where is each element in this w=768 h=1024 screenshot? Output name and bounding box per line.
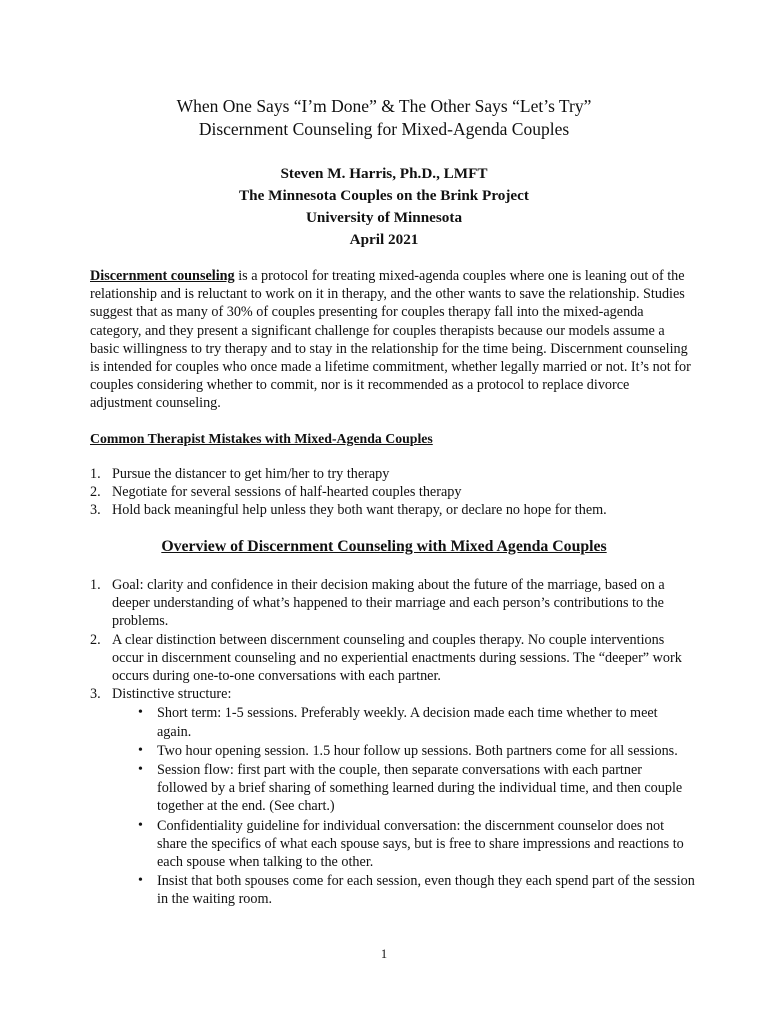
- list-item: 3. Hold back meaningful help unless they both want therapy, or declare no hope for them.: [90, 502, 607, 519]
- bullet-icon: •: [138, 705, 143, 721]
- bullet-item: • Session flow: first part with the couple, then separate conversations with each partner followed by a brief sharing of something learned during the individual time, and then couple together at the end. (See chart.): [138, 762, 683, 815]
- overview-list: [90, 576, 695, 909]
- list-item: 1. Goal: clarity and confidence in their decision making about the future of the marriage, based on a deeper understanding of what’s happened to their marriage and each person’s contributions to the problems.: [90, 577, 665, 630]
- document-title-line-1: When One Says “I’m Done” & The Other Says “Let’s Try”: [176, 96, 592, 116]
- bullet-item: • Confidentiality guideline for individual conversation: the discernment counselor does not share the specifics of what each spouse says, but is free to share impressions and reactions to each spouse when talking to the other.: [138, 817, 684, 871]
- bullet-icon: •: [138, 873, 143, 889]
- university-name: University of Minnesota: [305, 209, 463, 226]
- document-date: April 2021: [349, 231, 419, 248]
- project-name: The Minnesota Couples on the Brink Project: [239, 187, 529, 204]
- page-number: 1: [380, 947, 388, 961]
- author-name: Steven M. Harris, Ph.D., LMFT: [280, 165, 488, 182]
- intro-paragraph: [90, 267, 695, 413]
- bullet-icon: •: [138, 762, 143, 778]
- bullet-item: • Insist that both spouses come for each session, even though they each spend part of the session in the waiting room.: [138, 873, 695, 908]
- bullet-item: • Short term: 1-5 sessions. Preferably weekly. A decision made each time whether to meet again.: [138, 705, 658, 740]
- list-item: 2. A clear distinction between discernment counseling and couples therapy. No couple interventions occur in discernment counseling and no experiential enactments during sessions. The “deeper” work occurs during one-to-one conversations with each partner.: [90, 631, 682, 685]
- list-item: 3. Distinctive structure: • Short term: 1-5 sessions. Preferably weekly. A decision made each time whether to meet again. • Two hour opening session. 1.5 hour follow up sessions. Both partners come for all sessions. • Session flow: first part with the couple, then separate conversations with each partner followed by a brief sharing of something learned during the individual time, and then couple together at the end. (See chart.) • Confidentiality guideline for individual conversation: the discernment counselor does not share the specifics of what each spouse says, but is free to share impressions and reactions to each spouse when talking to the other. • Insist that both spouses come for each session, even though they each spend part of the session in the waiting room.: [90, 686, 695, 908]
- mistakes-list: [90, 465, 695, 520]
- list-item: 1. Pursue the distancer to get him/her to try therapy: [90, 466, 390, 482]
- list-item: 2. Negotiate for several sessions of half-hearted couples therapy: [90, 484, 462, 501]
- bullet-item: • Two hour opening session. 1.5 hour follow up sessions. Both partners come for all sessions.: [138, 742, 678, 759]
- mistakes-heading: Common Therapist Mistakes with Mixed-Agenda Couples: [90, 431, 433, 446]
- intro-text: is a protocol for treating mixed-agenda couples where one is leaning out of the relationship and is reluctant to work on it in therapy, and the other wants to save the relationship. Studies suggest that as many of 30% of couples presenting for couples therapy fall into the mixed-agenda category, and they present a significant challenge for couples therapists because our models assume a basic willingness to try therapy and to stay in the relationship for the time being. Discernment counseling is intended for couples who once made a lifetime commitment, whether legally married or not. It’s not for couples considering whether to commit, nor is it recommended as a protocol to replace divorce adjustment counseling.: [90, 268, 691, 412]
- structure-bullets: [112, 704, 695, 908]
- bullet-icon: •: [138, 742, 143, 758]
- document-title-line-2: Discernment Counseling for Mixed-Agenda Couples: [198, 119, 570, 139]
- bullet-icon: •: [138, 817, 143, 833]
- discernment-counseling-term: Discernment counseling: [90, 268, 235, 284]
- overview-heading: Overview of Discernment Counseling with Mixed Agenda Couples: [161, 538, 607, 555]
